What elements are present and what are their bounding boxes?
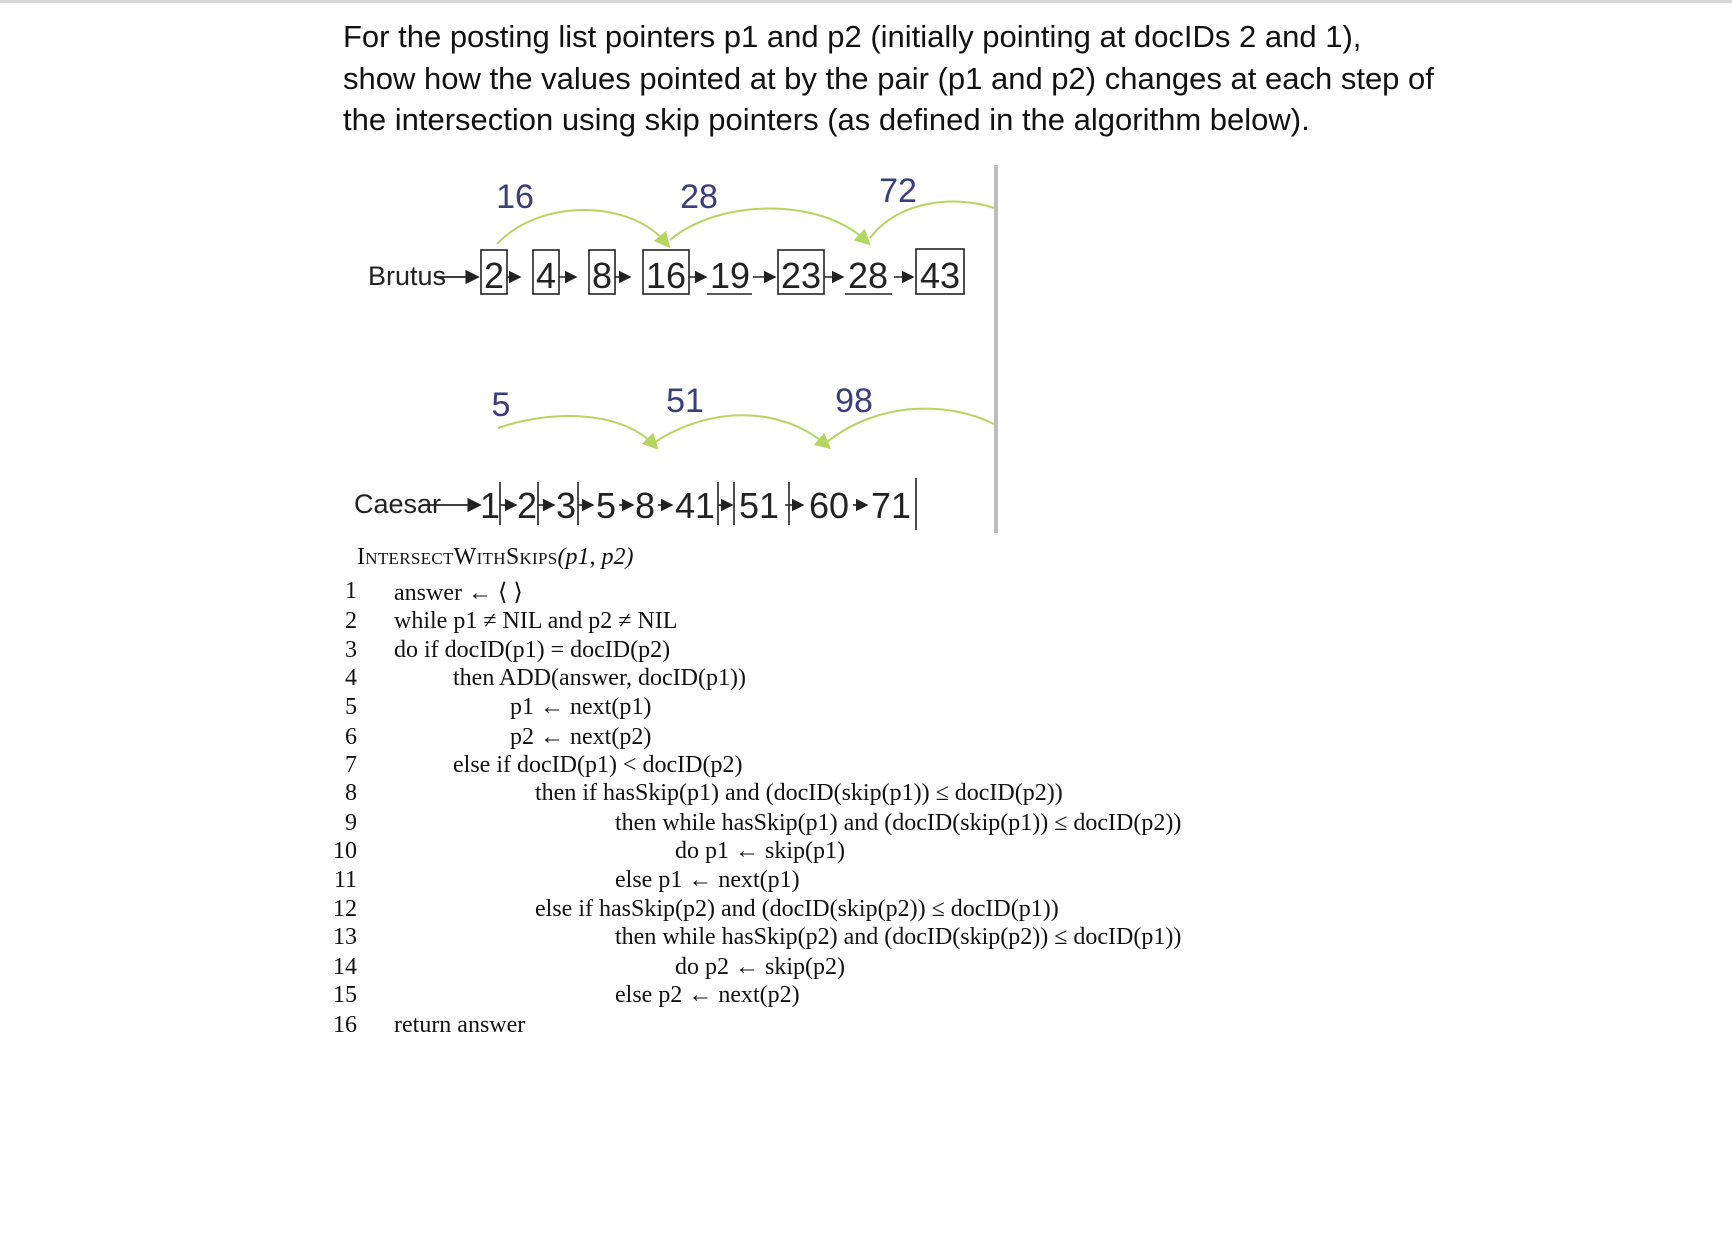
skip-pointer-figure bbox=[340, 160, 1020, 540]
line-number: 3 bbox=[345, 637, 357, 663]
question-line-1: For the posting list pointers p1 and p2 (initially pointing at docIDs 2 and 1), bbox=[343, 19, 1362, 54]
line-number: 1 bbox=[345, 578, 357, 604]
brutus-posting: 16 bbox=[645, 255, 687, 296]
caesar-posting: 8 bbox=[634, 485, 656, 526]
question-line-3: the intersection using skip pointers (as defined in the algorithm below). bbox=[343, 102, 1310, 137]
line-number: 7 bbox=[345, 752, 357, 778]
algorithm-args: (p1, p2) bbox=[557, 544, 634, 570]
brutus-posting: 2 bbox=[483, 255, 505, 296]
line-number: 14 bbox=[333, 954, 357, 980]
line-code: else if docID(p1) < docID(p2) bbox=[453, 752, 743, 778]
brutus-skip-label-16: 16 bbox=[496, 178, 534, 216]
line-number: 13 bbox=[333, 924, 357, 950]
caesar-posting: 51 bbox=[738, 485, 780, 526]
line-code: p2 ← next(p2) bbox=[510, 724, 652, 750]
caesar-posting: 5 bbox=[595, 485, 617, 526]
line-code: then while hasSkip(p1) and (docID(skip(p1)) ≤ docID(p2)) bbox=[615, 810, 1182, 836]
caesar-posting: 71 bbox=[870, 485, 912, 526]
brutus-term-label: Brutus bbox=[368, 261, 447, 291]
line-code: else p1 ← next(p1) bbox=[615, 867, 800, 893]
caesar-skip-label-51: 51 bbox=[666, 382, 704, 420]
brutus-posting: 43 bbox=[919, 255, 961, 296]
brutus-posting: 4 bbox=[535, 255, 557, 296]
line-code: do p2 ← skip(p2) bbox=[675, 954, 845, 980]
line-code: while p1 ≠ NIL and p2 ≠ NIL bbox=[394, 608, 678, 634]
caesar-posting: 1 bbox=[479, 485, 501, 526]
caesar-skip-label-5: 5 bbox=[491, 386, 511, 424]
line-code: return answer bbox=[394, 1012, 526, 1038]
line-code: then if hasSkip(p1) and (docID(skip(p1)) ≤ docID(p2)) bbox=[535, 780, 1063, 806]
algorithm-title bbox=[357, 544, 634, 571]
line-number: 5 bbox=[345, 694, 357, 720]
caesar-skip-label-98: 98 bbox=[835, 382, 873, 420]
page-top-border bbox=[0, 0, 1732, 3]
line-number: 15 bbox=[333, 982, 357, 1008]
question-line-2: show how the values pointed at by the pair (p1 and p2) changes at each step of bbox=[343, 60, 1434, 96]
caesar-posting: 3 bbox=[555, 485, 577, 526]
line-number: 4 bbox=[345, 665, 357, 691]
line-number: 9 bbox=[345, 810, 357, 836]
brutus-skip-label-28: 28 bbox=[680, 178, 718, 216]
line-number: 11 bbox=[333, 867, 357, 893]
line-code: do p1 ← skip(p1) bbox=[675, 838, 845, 864]
line-number: 8 bbox=[345, 780, 357, 806]
line-code: answer ← ⟨ ⟩ bbox=[394, 580, 523, 606]
algorithm-name: IntersectWithSkips bbox=[357, 544, 558, 570]
line-code: else p2 ← next(p2) bbox=[615, 982, 800, 1008]
brutus-posting: 8 bbox=[591, 255, 613, 296]
line-code: p1 ← next(p1) bbox=[510, 694, 652, 720]
line-number: 10 bbox=[333, 838, 357, 864]
line-code: else if hasSkip(p2) and (docID(skip(p2)) ≤ docID(p1)) bbox=[535, 896, 1059, 922]
line-number: 16 bbox=[333, 1012, 357, 1038]
line-number: 6 bbox=[345, 724, 357, 750]
line-code: then ADD(answer, docID(p1)) bbox=[453, 665, 746, 691]
question-text bbox=[343, 16, 1543, 141]
caesar-skip-arrow-1 bbox=[498, 416, 653, 444]
caesar-term-label: Caesar bbox=[354, 489, 442, 519]
caesar-posting: 60 bbox=[808, 485, 850, 526]
caesar-posting: 2 bbox=[516, 485, 538, 526]
caesar-posting: 41 bbox=[674, 485, 716, 526]
brutus-posting: 28 bbox=[847, 255, 889, 296]
brutus-skip-label-72: 72 bbox=[879, 172, 917, 210]
line-number: 12 bbox=[333, 896, 357, 922]
line-code: do if docID(p1) = docID(p2) bbox=[394, 637, 671, 663]
brutus-posting: 23 bbox=[780, 255, 822, 296]
line-number: 2 bbox=[345, 608, 357, 634]
line-code: then while hasSkip(p2) and (docID(skip(p2)) ≤ docID(p1)) bbox=[615, 924, 1182, 950]
brutus-posting: 19 bbox=[709, 255, 751, 296]
